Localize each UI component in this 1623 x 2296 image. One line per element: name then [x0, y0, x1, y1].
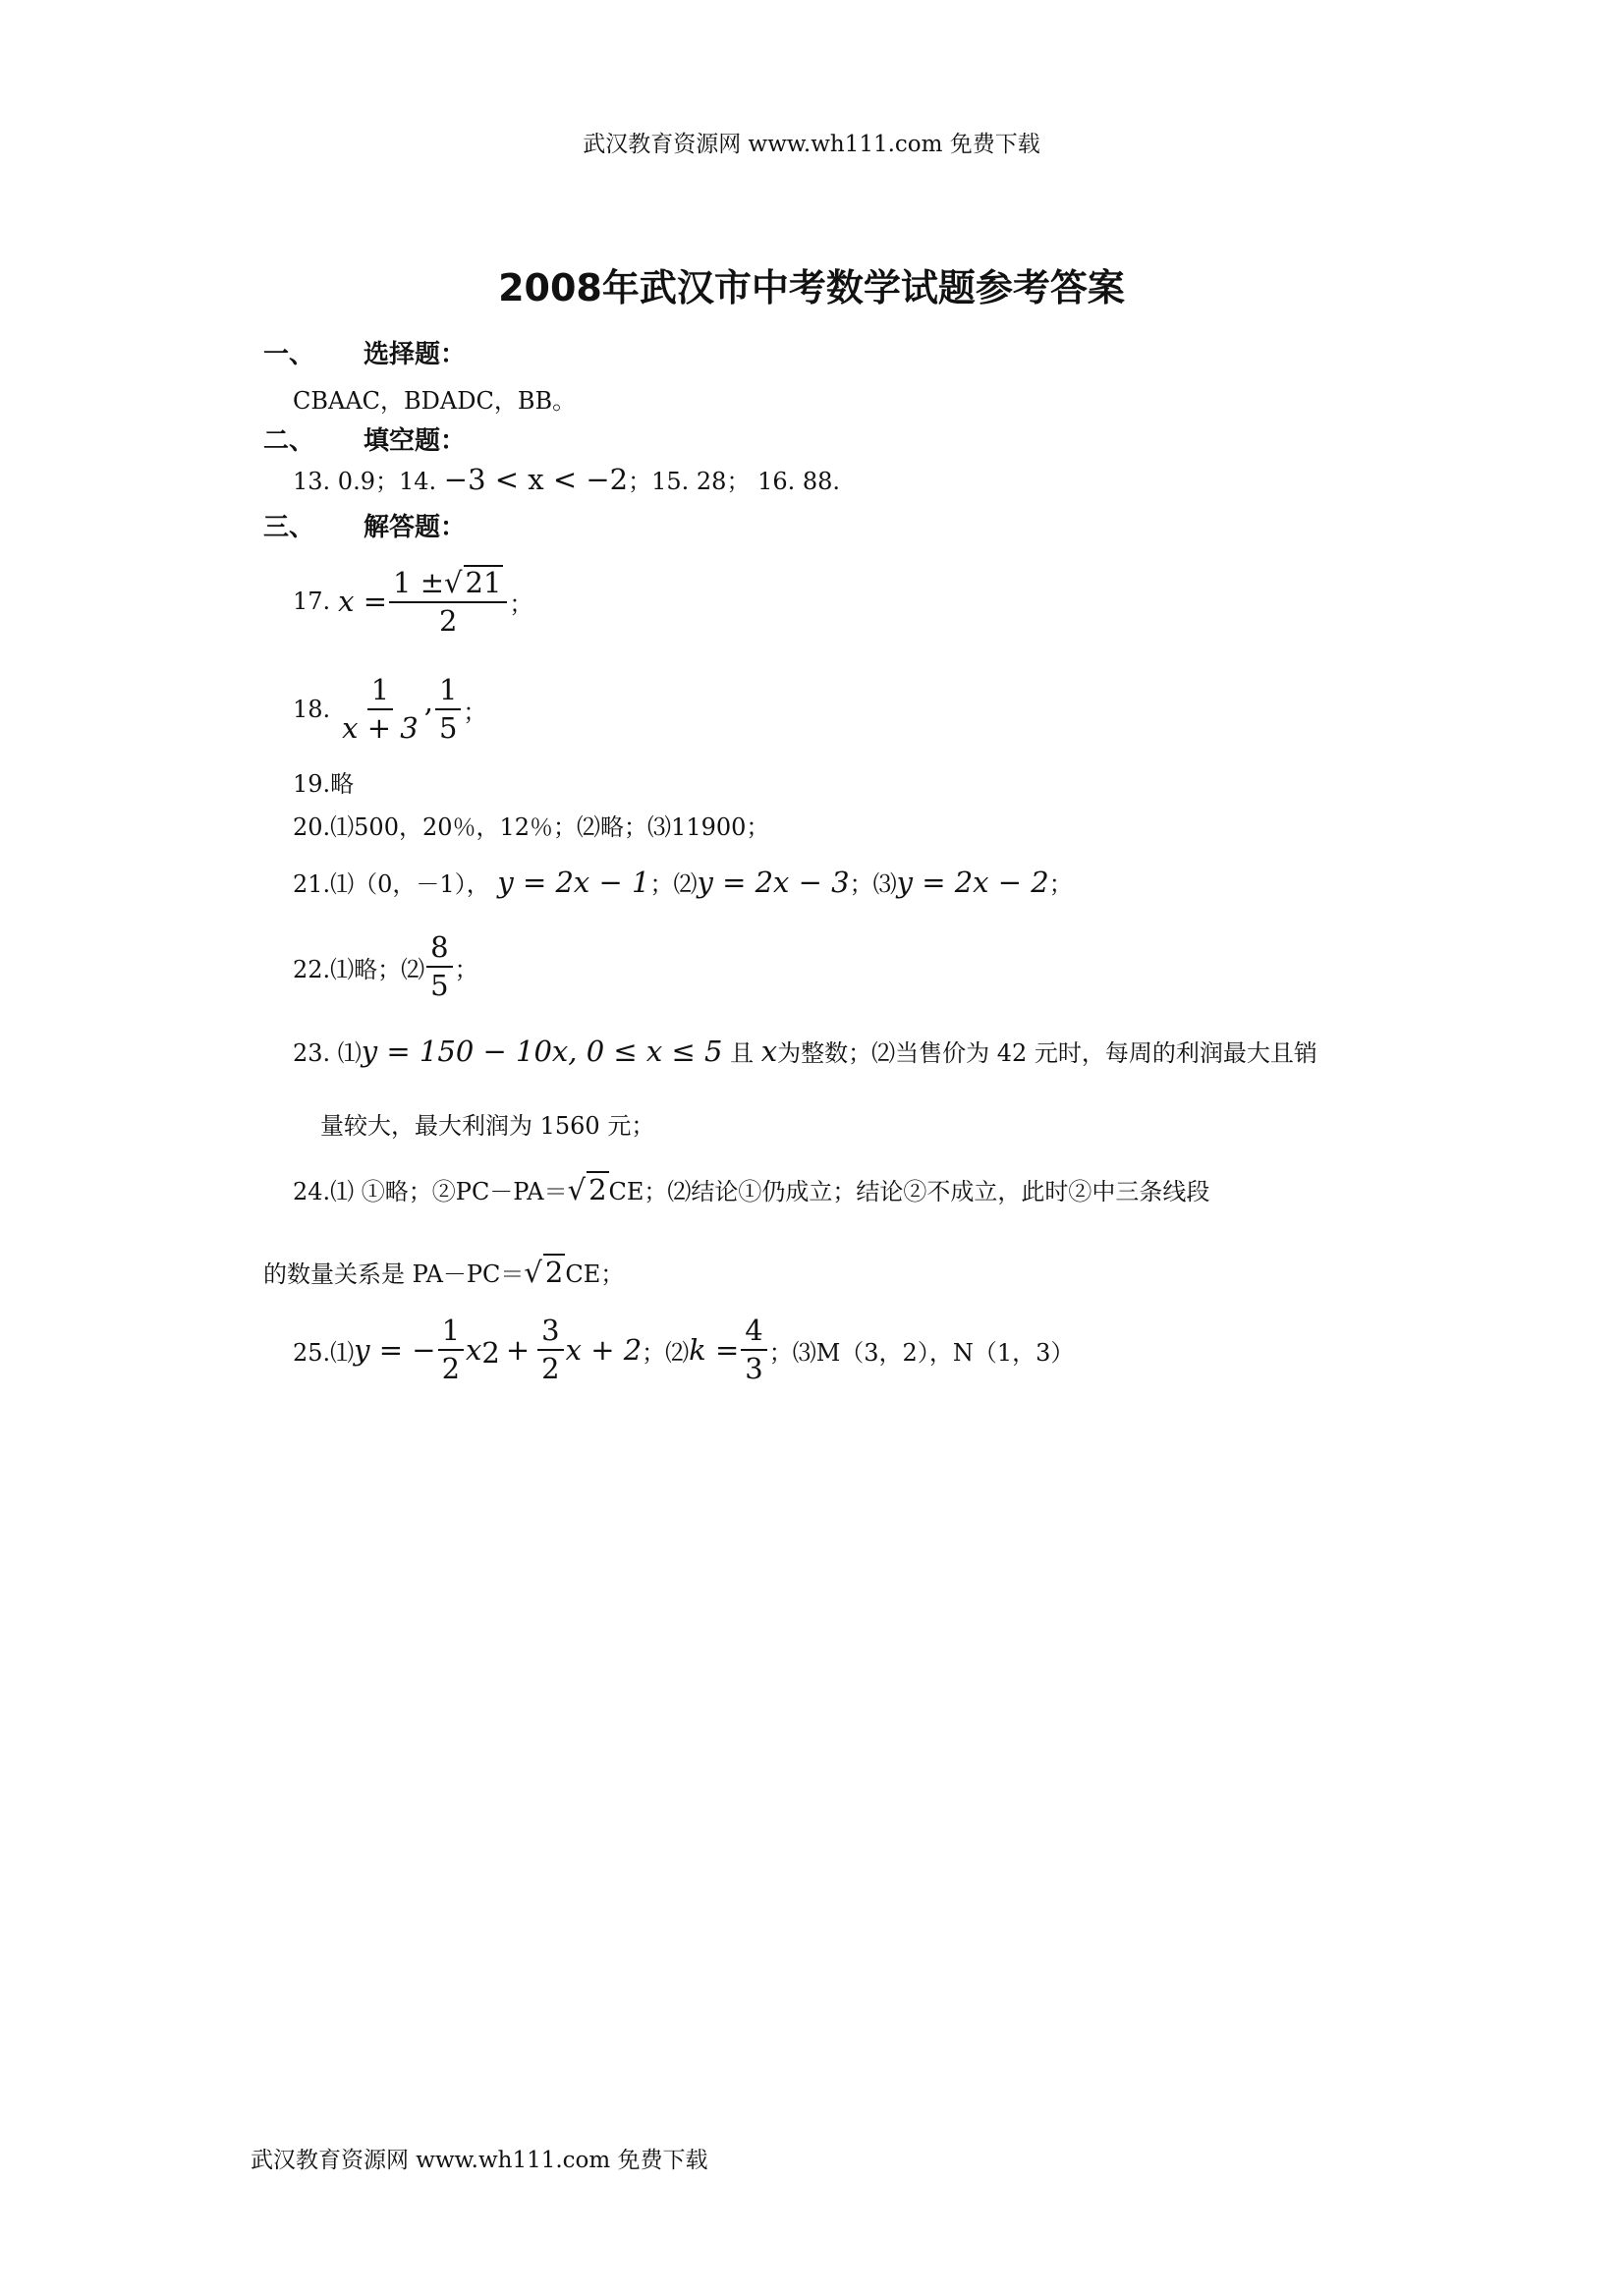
plus-sign: +: [505, 1333, 531, 1368]
term-x: x: [466, 1333, 482, 1368]
section-number: 一、: [263, 340, 315, 369]
answer-23-line2: 量较大，最大利润为 1560 元；: [320, 1112, 655, 1140]
section-solve-heading: [263, 507, 466, 543]
answer-text-a: 21.⑴（0，－1），: [293, 870, 490, 898]
inequality: −3 < x < −2: [443, 463, 629, 496]
answer-text-d: ；: [1048, 870, 1073, 898]
answer-text-b: 且: [730, 1039, 755, 1067]
exponent: 2: [481, 1336, 500, 1370]
page-title: 2008年武汉市中考数学试题参考答案: [498, 266, 1125, 309]
answer-24: [293, 1171, 1209, 1206]
answer-25: [293, 1315, 1074, 1386]
answer-24-line2: [263, 1254, 624, 1289]
radicand: 2: [588, 1173, 607, 1206]
denominator: 5: [430, 969, 449, 1003]
section-label: 选择题：: [364, 340, 467, 369]
equation-2: y = 2x − 3: [697, 866, 850, 899]
answer-18: [293, 674, 486, 746]
page-footer: 武汉教育资源网 www.wh111.com 免费下载: [251, 2148, 708, 2173]
denominator: 2: [439, 604, 458, 639]
answer-number: 17.: [293, 588, 331, 616]
page-header: 武汉教育资源网 www.wh111.com 免费下载: [583, 132, 1040, 157]
denominator: 2: [541, 1352, 560, 1386]
answer-text-a: 23. ⑴: [293, 1039, 362, 1067]
radicand: 2: [544, 1256, 564, 1289]
section-label: 解答题：: [364, 513, 467, 542]
answer-end: ；: [454, 955, 478, 983]
answer-number: 18.: [293, 696, 331, 724]
fraction-2: [537, 1315, 563, 1386]
answer-text-a: 22.⑴略；⑵: [293, 955, 425, 983]
sqrt-symbol: √ 2: [567, 1173, 607, 1206]
answer-text-line2b: CE；: [565, 1260, 625, 1288]
separator: ,: [423, 684, 433, 718]
answer-21: [293, 865, 1073, 899]
fill-text-a: 13. 0.9；14.: [293, 468, 437, 495]
answer-text-b: ；⑵: [649, 870, 698, 898]
section-number: 二、: [263, 426, 315, 456]
section-number: 三、: [263, 513, 315, 542]
numerator: 4: [741, 1315, 766, 1351]
answer-text-line2a: 的数量关系是 PA－PC＝: [263, 1260, 525, 1288]
equation-1: y = 2x − 1: [497, 866, 650, 899]
fill-text-b: ；15. 28； 16. 88.: [628, 468, 841, 495]
answer-23: [293, 1034, 1317, 1068]
denominator: 5: [438, 711, 458, 746]
answer-text-a: 24.⑴ ①略；②PC－PA＝: [293, 1178, 568, 1205]
answer-19: 19.略: [293, 770, 355, 798]
section-label: 填空题：: [364, 426, 467, 456]
equation-3: y = 2x − 2: [896, 866, 1049, 899]
answer-text-c: ；⑶M（3，2），N（1，3）: [768, 1338, 1075, 1367]
variable-x: x: [760, 1035, 778, 1068]
fraction-3: [741, 1315, 766, 1386]
answer-text-b: CE；⑵结论①仍成立；结论②不成立，此时②中三条线段: [608, 1178, 1210, 1205]
fill-answers: [293, 462, 840, 496]
answer-20: 20.⑴500，20％，12％；⑵略；⑶11900；: [293, 813, 770, 841]
numerator: 8: [426, 931, 452, 968]
numerator-text: 1 ±: [393, 566, 445, 599]
math-lhs: y = −: [354, 1333, 436, 1368]
section-choice-heading: [263, 334, 466, 370]
answer-end: ；: [509, 589, 533, 618]
fraction: [389, 565, 507, 639]
answer-end: ；: [463, 698, 487, 726]
sqrt-symbol: √ 2: [524, 1256, 564, 1289]
answer-text-a: 25.⑴: [293, 1338, 355, 1367]
denominator: 2: [441, 1352, 461, 1386]
answer-text-c: ；⑶: [849, 870, 897, 898]
equation: y = 150 − 10x, 0 ≤ x ≤ 5: [361, 1035, 723, 1068]
denominator: x + 3: [342, 711, 419, 746]
answer-22: [293, 931, 478, 1003]
math-lhs: x =: [338, 585, 388, 619]
fraction-1: [338, 674, 422, 746]
fraction: [426, 931, 452, 1003]
tail-expression: x + 2: [565, 1333, 643, 1368]
numerator: 1: [367, 674, 393, 710]
denominator: 3: [745, 1352, 763, 1386]
numerator: 1: [435, 674, 461, 710]
answer-17: [293, 565, 532, 639]
answer-text-c: 为整数；⑵当售价为 42 元时，每周的利润最大且销: [777, 1039, 1317, 1067]
answer-text-b: ；⑵: [642, 1338, 690, 1367]
choice-answers: CBAAC，BDADC，BB。: [293, 387, 577, 415]
k-lhs: k =: [689, 1333, 740, 1368]
section-fill-heading: [263, 420, 466, 457]
fraction-2: [435, 674, 461, 746]
numerator: 1: [438, 1315, 464, 1351]
radicand: 21: [465, 566, 502, 599]
numerator: 1 ±√ 21: [389, 565, 507, 603]
fraction-1: [438, 1315, 464, 1386]
numerator: 3: [537, 1315, 563, 1351]
